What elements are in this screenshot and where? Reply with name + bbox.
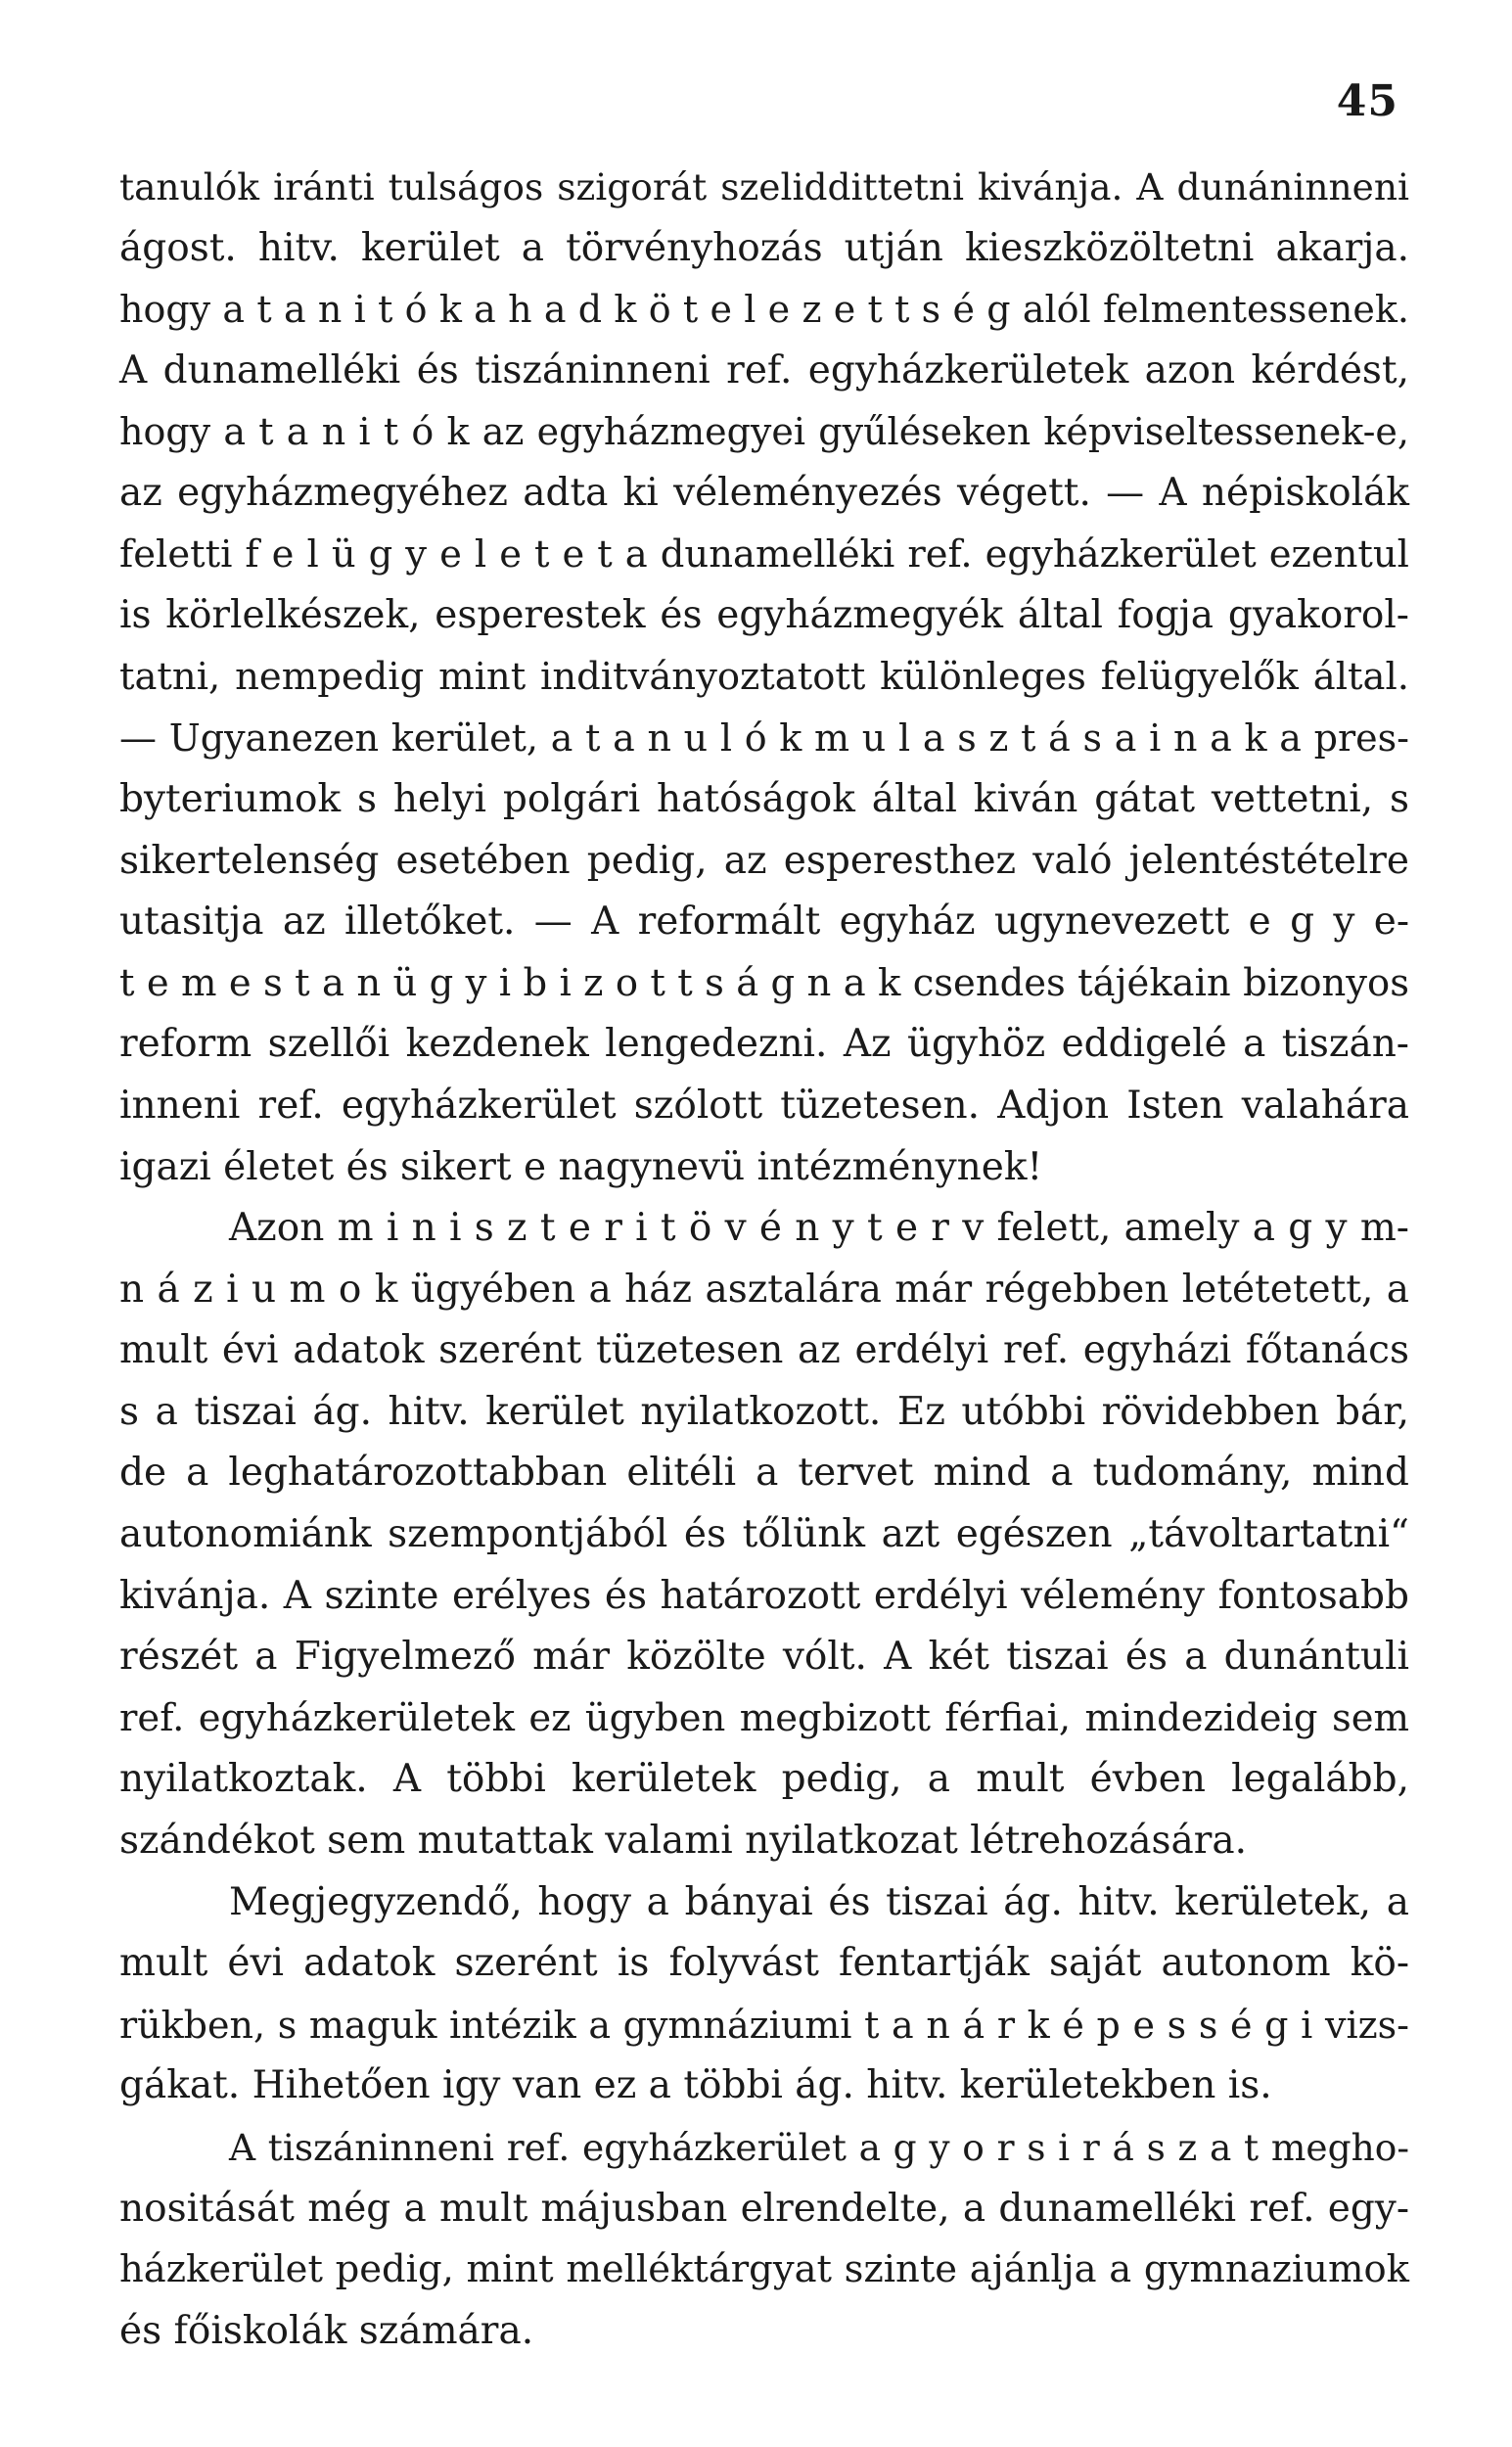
text-line: mult évi adatok szerént is folyvást fentartják saját autonom kö- bbox=[119, 1941, 1409, 1986]
text-line: Azon m i n i s z t e r i t ö v é n y t e r v felett, amely a g y m- bbox=[229, 1206, 1409, 1251]
text-line: nyilatkoztak. A többi kerületek pedig, a mult évben legalább, bbox=[119, 1757, 1409, 1802]
text-line: — Ugyanezen kerület, a t a n u l ó k m u l a s z t á s a i n a k a pres- bbox=[119, 716, 1409, 761]
text-line: részét a Figyelmező már közölte vólt. A két tiszai és a dunántuli bbox=[119, 1635, 1409, 1680]
text-line: ref. egyházkerületek ez ügyben megbizott férfiai, mindezideig sem bbox=[119, 1695, 1409, 1740]
text-line: inneni ref. egyházkerület szólott tüzetesen. Adjon Isten valahára bbox=[119, 1083, 1409, 1128]
text-line: nositását még a mult májusban elrendelte, a dunamelléki ref. egy- bbox=[119, 2186, 1409, 2231]
text-line: hogy a t a n i t ó k az egyházmegyei gyűléseken képviseltessenek-e, bbox=[119, 410, 1409, 454]
body-text bbox=[119, 157, 1409, 2362]
text-line: A dunamelléki és tiszáninneni ref. egyházkerületek azon kérdést, bbox=[119, 347, 1409, 392]
text-line: byteriumok s helyi polgári hatóságok által kiván gátat vettetni, s bbox=[119, 776, 1409, 821]
text-line: n á z i u m o k ügyében a ház asztalára már régebben letétetett, a bbox=[119, 1267, 1409, 1312]
text-line: hogy a t a n i t ó k a h a d k ö t e l e z e t t s é g alól felmentessenek. bbox=[119, 288, 1409, 332]
text-line: is körlelkészek, esperestek és egyházmegyék által fogja gyakorol- bbox=[119, 593, 1409, 638]
text-line: tatni, nempedig mint inditványoztatott különleges felügyelők által. bbox=[119, 654, 1409, 699]
text-line: kivánja. A szinte erélyes és határozott erdélyi vélemény fontosabb bbox=[119, 1573, 1409, 1618]
text-line: rükben, s maguk intézik a gymnáziumi t a n á r k é p e s s é g i vizs- bbox=[119, 2003, 1409, 2047]
page-number: 45 bbox=[1336, 76, 1398, 126]
text-line: feletti f e l ü g y e l e t e t a dunamelléki ref. egyházkerület ezentul bbox=[119, 531, 1409, 577]
text-line: autonomiánk szempontjából és tőlünk azt egészen „távoltartatni“ bbox=[119, 1512, 1409, 1557]
text-line: t e m e s t a n ü g y i b i z o t t s á g n a k csendes tájékain bizonyos bbox=[119, 960, 1409, 1005]
text-line: szándékot sem mutattak valami nyilatkozat létrehozására. bbox=[119, 1819, 1248, 1864]
text-line: mult évi adatok szerént tüzetesen az erdélyi ref. egyházi főtanács bbox=[119, 1328, 1409, 1373]
text-line: tanulók iránti tulságos szigorát szeliddittetni kivánja. A dunáninneni bbox=[119, 165, 1409, 208]
text-line: Megjegyzendő, hogy a bányai és tiszai ág. hitv. kerületek, a bbox=[229, 1879, 1409, 1924]
text-line: utasitja az illetőket. — A reformált egyház ugynevezett e g y e- bbox=[119, 900, 1409, 945]
text-line: házkerület pedig, mint melléktárgyat szinte ajánlja a gymnaziumok bbox=[119, 2247, 1409, 2292]
text-line: A tiszáninneni ref. egyházkerület a g y o r s i r á s z a t megho- bbox=[229, 2126, 1409, 2169]
text-line: reform szellői kezdenek lengedezni. Az ügyhöz eddigelé a tiszán- bbox=[119, 1022, 1409, 1067]
text-line: s a tiszai ág. hitv. kerület nyilatkozott. Ez utóbbi rövidebben bár, bbox=[119, 1389, 1409, 1434]
text-line: és főiskolák számára. bbox=[119, 2308, 534, 2353]
text-line: gákat. Hihetően igy van ez a többi ág. hitv. kerületekben is. bbox=[119, 2063, 1272, 2108]
text-line: igazi életet és sikert e nagynevü intézménynek! bbox=[119, 1144, 1043, 1189]
text-line: sikertelenség esetében pedig, az esperesthez való jelentéstételre bbox=[119, 838, 1409, 883]
text-line: az egyházmegyéhez adta ki véleményezés végett. — A népiskolák bbox=[119, 470, 1409, 515]
text-line: ágost. hitv. kerület a törvényhozás utján kieszközöltetni akarja. bbox=[119, 225, 1409, 270]
text-line: de a leghatározottabban elitéli a tervet mind a tudomány, mind bbox=[119, 1451, 1409, 1496]
